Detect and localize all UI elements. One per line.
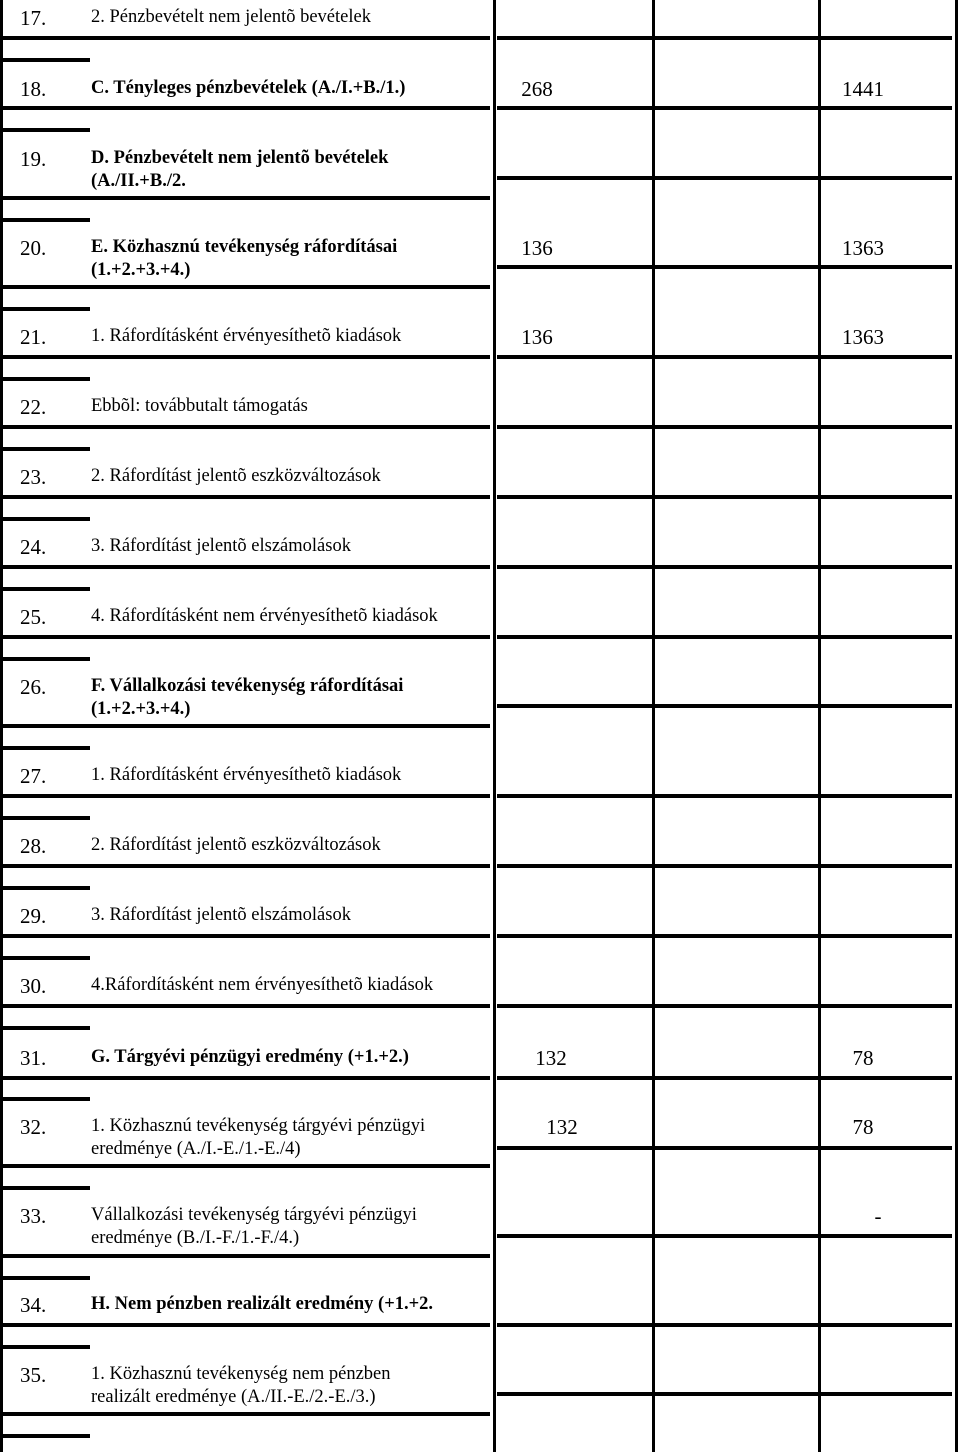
row-separator bbox=[497, 635, 952, 639]
row-separator bbox=[497, 1004, 952, 1008]
row-separator bbox=[497, 1234, 952, 1238]
row-number: 19. bbox=[20, 147, 47, 171]
row-separator bbox=[0, 794, 490, 798]
row-number: 35. bbox=[20, 1363, 47, 1387]
value-current-year: 78 bbox=[852, 1115, 874, 1139]
row-label: H. Nem pénzben realizált eredmény (+1.+2. bbox=[91, 1294, 434, 1314]
row-separator bbox=[0, 635, 490, 639]
row-label: F. Vállalkozási tevékenység ráfordításai (1.+2.+3.+4.) bbox=[91, 676, 404, 719]
row-separator bbox=[0, 377, 90, 381]
row-separator bbox=[0, 517, 90, 521]
row-label: 2. Pénzbevételt nem jelentõ bevételek bbox=[91, 7, 371, 27]
row-separator bbox=[0, 1004, 490, 1008]
value-current-year: 1441 bbox=[842, 77, 884, 101]
row-number: 32. bbox=[20, 1115, 47, 1139]
row-separator bbox=[0, 816, 90, 820]
row-separator bbox=[0, 1186, 90, 1190]
row-separator bbox=[497, 1146, 952, 1150]
row-separator bbox=[0, 218, 90, 222]
row-separator bbox=[0, 1076, 490, 1080]
row-separator bbox=[497, 1392, 952, 1396]
row-separator bbox=[0, 746, 90, 750]
row-label: 1. Ráfordításként érvényesíthetõ kiadások bbox=[91, 765, 402, 785]
row-separator bbox=[0, 495, 490, 499]
row-label: 1. Közhasznú tevékenység tárgyévi pénzügyi eredménye (A./I.-E./1.-E./4) bbox=[91, 1116, 426, 1159]
row-separator bbox=[0, 864, 490, 868]
row-separator bbox=[497, 794, 952, 798]
row-separator bbox=[0, 1097, 90, 1101]
column-rule bbox=[955, 0, 958, 1452]
row-separator bbox=[497, 1323, 952, 1327]
row-separator bbox=[0, 934, 490, 938]
value-current-year: 1363 bbox=[842, 236, 884, 260]
row-number: 24. bbox=[20, 535, 47, 559]
row-number: 18. bbox=[20, 77, 47, 101]
row-separator bbox=[497, 265, 952, 269]
row-separator bbox=[0, 1026, 90, 1030]
row-separator bbox=[0, 1434, 90, 1438]
row-number: 30. bbox=[20, 974, 47, 998]
value-previous-year: 268 bbox=[521, 77, 553, 101]
row-number: 20. bbox=[20, 236, 47, 260]
value-current-year: - bbox=[874, 1204, 882, 1228]
row-label: 2. Ráfordítást jelentõ eszközváltozások bbox=[91, 466, 381, 486]
row-separator bbox=[0, 587, 90, 591]
row-separator bbox=[497, 355, 952, 359]
row-separator bbox=[0, 307, 90, 311]
value-previous-year: 136 bbox=[521, 325, 553, 349]
row-label: 2. Ráfordítást jelentõ eszközváltozások bbox=[91, 835, 381, 855]
row-number: 17. bbox=[20, 6, 47, 30]
row-number: 21. bbox=[20, 325, 47, 349]
row-separator bbox=[0, 1323, 490, 1327]
row-separator bbox=[497, 106, 952, 110]
row-label: Vállalkozási tevékenység tárgyévi pénzügyi eredménye (B./I.-F./1.-F./4.) bbox=[91, 1205, 417, 1248]
row-separator bbox=[0, 106, 490, 110]
value-previous-year: 132 bbox=[546, 1115, 578, 1139]
row-separator bbox=[0, 1276, 90, 1280]
row-separator bbox=[0, 1345, 90, 1349]
row-label: C. Tényleges pénzbevételek (A./I.+B./1.) bbox=[91, 78, 406, 98]
row-separator bbox=[0, 285, 490, 289]
row-separator bbox=[0, 956, 90, 960]
row-label: 3. Ráfordítást jelentõ elszámolások bbox=[91, 536, 351, 556]
row-label: 3. Ráfordítást jelentõ elszámolások bbox=[91, 905, 351, 925]
row-number: 26. bbox=[20, 675, 47, 699]
row-label: 1. Ráfordításként érvényesíthetõ kiadások bbox=[91, 326, 402, 346]
row-number: 28. bbox=[20, 834, 47, 858]
row-number: 22. bbox=[20, 395, 47, 419]
row-separator bbox=[497, 176, 952, 180]
row-separator bbox=[0, 1254, 490, 1258]
row-separator bbox=[0, 1164, 490, 1168]
row-separator bbox=[497, 425, 952, 429]
row-separator bbox=[0, 355, 490, 359]
row-separator bbox=[497, 864, 952, 868]
row-separator bbox=[497, 934, 952, 938]
row-separator bbox=[497, 1076, 952, 1080]
row-separator bbox=[0, 447, 90, 451]
row-separator bbox=[497, 495, 952, 499]
row-label: G. Tárgyévi pénzügyi eredmény (+1.+2.) bbox=[91, 1047, 409, 1067]
row-separator bbox=[0, 724, 490, 728]
row-number: 23. bbox=[20, 465, 47, 489]
row-number: 29. bbox=[20, 904, 47, 928]
row-number: 25. bbox=[20, 605, 47, 629]
value-previous-year: 136 bbox=[521, 236, 553, 260]
row-separator bbox=[0, 58, 90, 62]
row-separator bbox=[497, 565, 952, 569]
row-label: 4.Ráfordításként nem érvényesíthetõ kiadások bbox=[91, 975, 434, 995]
row-separator bbox=[0, 425, 490, 429]
row-separator bbox=[497, 36, 952, 40]
row-separator bbox=[0, 1412, 490, 1416]
row-label: 4. Ráfordításként nem érvényesíthetõ kiadások bbox=[91, 606, 438, 626]
row-separator bbox=[0, 657, 90, 661]
row-label: D. Pénzbevételt nem jelentõ bevételek (A./II.+B./2. bbox=[91, 148, 389, 191]
row-separator bbox=[0, 565, 490, 569]
value-previous-year: 132 bbox=[535, 1046, 567, 1070]
row-number: 31. bbox=[20, 1046, 47, 1070]
column-rule bbox=[493, 0, 496, 1452]
row-separator bbox=[0, 128, 90, 132]
row-separator bbox=[497, 704, 952, 708]
row-separator bbox=[0, 36, 490, 40]
row-separator bbox=[0, 196, 490, 200]
row-number: 33. bbox=[20, 1204, 47, 1228]
row-label: Ebbõl: továbbutalt támogatás bbox=[91, 396, 308, 416]
value-current-year: 1363 bbox=[842, 325, 884, 349]
row-number: 27. bbox=[20, 764, 47, 788]
row-number: 34. bbox=[20, 1293, 47, 1317]
row-separator bbox=[0, 886, 90, 890]
row-label: 1. Közhasznú tevékenység nem pénzben realizált eredménye (A./II.-E./2.-E./3.) bbox=[91, 1364, 391, 1407]
row-label: E. Közhasznú tevékenység ráfordításai (1.+2.+3.+4.) bbox=[91, 237, 398, 280]
value-current-year: 78 bbox=[852, 1046, 874, 1070]
